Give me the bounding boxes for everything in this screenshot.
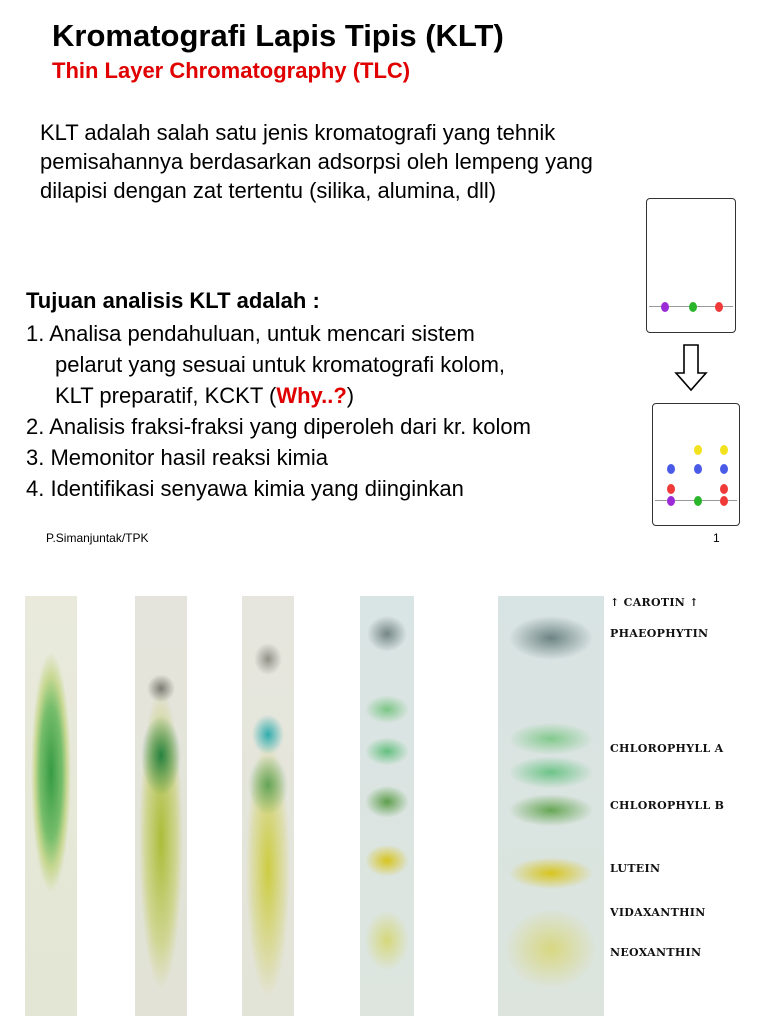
goal-item-4: 4. Identifikasi senyawa kimia yang diinginkan [26, 476, 464, 501]
tlc-strip-1 [25, 596, 77, 1016]
band-label-lutein: LUTEIN [610, 862, 661, 875]
page-number: 1 [713, 531, 720, 545]
goals-heading: Tujuan analisis KLT adalah : [26, 288, 320, 313]
red-spot [667, 484, 675, 494]
blue-spot [694, 464, 702, 474]
tlc-strip-5 [498, 596, 604, 1016]
intro-line: dilapisi dengan zat tertentu (silika, alumina, dll) [40, 178, 497, 203]
red-spot [720, 484, 728, 494]
blue-spot [720, 464, 728, 474]
red-spot [720, 496, 728, 506]
goals-list [26, 318, 531, 504]
band-label-carotin: ↑ CAROTIN ↑ [610, 596, 699, 609]
goal-item-1-prefix: KLT preparatif, KCKT ( [55, 383, 277, 408]
tlc-plate-before [646, 198, 736, 333]
green-spot [694, 496, 702, 506]
goal-item-2: 2. Analisis fraksi-fraksi yang diperoleh dari kr. kolom [26, 414, 531, 439]
intro-paragraph [40, 118, 593, 205]
page-subtitle: Thin Layer Chromatography (TLC) [52, 58, 411, 83]
blue-spot [667, 464, 675, 474]
band-label-neoxanthin: NEOXANTHIN [610, 946, 702, 959]
goal-item-1-suffix: ) [346, 383, 355, 408]
tlc-plate-after [652, 403, 740, 526]
band-label-vidaxanthin: VIDAXANTHIN [610, 906, 706, 919]
footer-author: P.Simanjuntak/TPK [46, 531, 149, 545]
goal-item-3: 3. Memonitor hasil reaksi kimia [26, 445, 328, 470]
green-spot [689, 302, 697, 312]
purple-spot [661, 302, 669, 312]
goal-item-1-line3 [26, 380, 531, 411]
why-highlight: Why..? [276, 383, 347, 408]
red-spot [715, 302, 723, 312]
goal-item-1-line1: 1. Analisa pendahuluan, untuk mencari sistem [26, 321, 475, 346]
goal-item-1-line2: pelarut yang sesuai untuk kromatografi kolom, [55, 352, 506, 377]
tlc-strip-4 [360, 596, 414, 1016]
intro-line: pemisahannya berdasarkan adsorpsi oleh lempeng yang [40, 149, 593, 174]
purple-spot [667, 496, 675, 506]
tlc-strip-3 [242, 596, 294, 1016]
band-label-chlorophyll-a: CHLOROPHYLL A [610, 742, 724, 755]
intro-line: KLT adalah salah satu jenis kromatografi yang tehnik [40, 120, 556, 145]
band-label-phaeophytin: PHAEOPHYTIN [610, 627, 709, 640]
yellow-spot [720, 445, 728, 455]
yellow-spot [694, 445, 702, 455]
tlc-strip-2 [135, 596, 187, 1016]
tlc-strips-photo [0, 592, 768, 1024]
page-title: Kromatografi Lapis Tipis (KLT) [52, 18, 504, 53]
band-label-chlorophyll-b: CHLOROPHYLL B [610, 799, 725, 812]
down-arrow-icon [674, 343, 708, 393]
